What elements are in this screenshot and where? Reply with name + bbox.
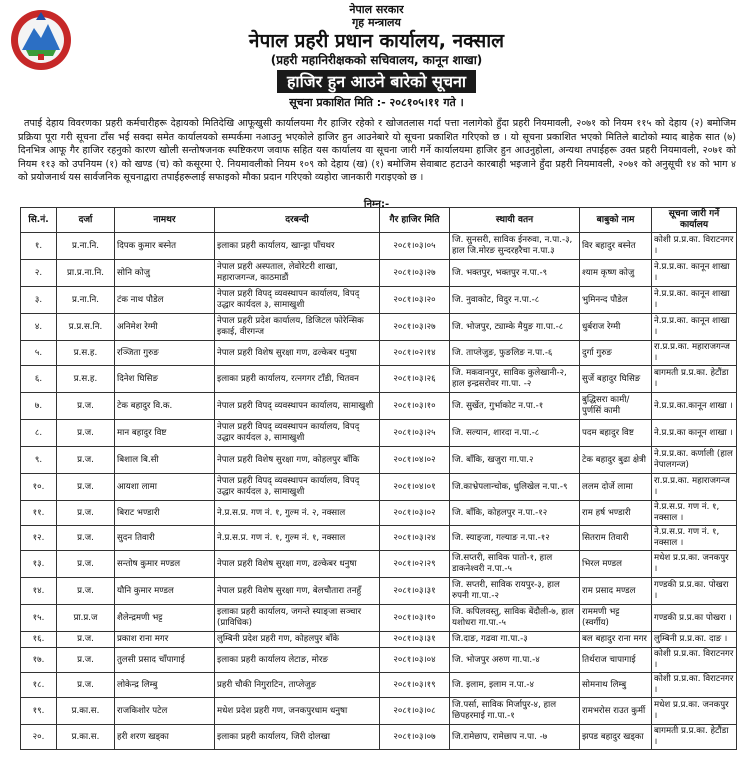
cell-rank: प्र.ना.नि. <box>57 287 115 314</box>
cell-serial: ४. <box>21 314 57 341</box>
cell-rank: प्रा.प्र.ना.नि. <box>57 260 115 287</box>
cell-issuing-office: ने.प्र.प्र.का. कानून शाखा । <box>652 260 737 287</box>
cell-absent-date: २०८१।०३।२५ <box>380 420 450 447</box>
table-row <box>21 725 737 750</box>
cell-address: जि. स्याङ्जा, गल्याङ न.पा.-१२ <box>450 526 580 551</box>
cell-absent-date: २०८१।०३।०७ <box>380 725 450 750</box>
table-row <box>21 287 737 314</box>
cell-absent-date: २०८१।०४।०१ <box>380 474 450 501</box>
table-label: निम्न:- <box>363 199 390 210</box>
cell-posting: इलाका प्रहरी कार्यालय, रत्नगगर टाँडी, चितवन <box>215 366 380 393</box>
col-issuing-office: सूचना जारी गर्ने कार्यालय <box>652 208 737 233</box>
cell-absent-date: २०८१।०३।२४ <box>380 526 450 551</box>
cell-rank: प्र.ज. <box>57 526 115 551</box>
cell-posting: नेपाल प्रहरी विपद् व्यवस्थापन कार्यालय, विपद् उद्धार कार्यदल ३, सामाखुशी <box>215 287 380 314</box>
cell-father-name: बुद्धिसरा कामी/ पुर्णसिं कामी <box>580 393 652 420</box>
col-permanent-address: स्थायी वतन <box>450 208 580 233</box>
cell-issuing-office: ने.प्र.प्र.का कानून शाखा । <box>652 420 737 447</box>
cell-issuing-office: रा.प्र.प्र.का. महाराजगन्ज । <box>652 341 737 366</box>
table-row <box>21 420 737 447</box>
cell-issuing-office: ने.प्र.स.प्र. गण नं. १, नक्साल । <box>652 526 737 551</box>
cell-father-name: राम हर्ष भण्डारी <box>580 501 652 526</box>
cell-father-name: श्याम कृष्ण कोजु <box>580 260 652 287</box>
cell-serial: ६. <box>21 366 57 393</box>
cell-serial: १३. <box>21 551 57 578</box>
cell-father-name: झपड बहादुर खड्का <box>580 725 652 750</box>
notice-paragraph: तपाई देहाय विवरणका प्रहरी कर्मचारीहरू देहायको मितिदेखि आफूखुसी कार्यालयमा गैर हाजिर रहेको र खोजतलास गर्दा पत्ता नलागेको हुँदा प्रहरी नियमावली, २०७१ को नियम ११५ को देहाय (२) बमोजिम प्रक्रिया पूरा गरी सूचना टाँस भई सक्दा समेत कार्यालयको सम्पर्कमा नआउनु भएकोले हाजिर हुन आउनेबारे यो सूचना प्रकाशित गरिएको छ । यो सूचना प्रकाशित भएको मितिले बाटोको म्याद बाहेक सात (७) दिनभित्र आफू गैर हाजिर रहनुको कारण खोली सन्तोषजनक स्पष्टिकरण जवाफ सहित यस कार्यालय वा सूचना जारी गर्ने कार्यालयमा हाजिर हुन आउनुहोला, अन्यथा तपाईहरू उक्त प्रहरी नियमावली, २०७१ को नियम ११३ को उपनियम (१) को खण्ड (च) को कसूरमा ऐ. नियमावलीको नियम १०९ को देहाय (ख) (१) बमोजिम सेवाबाट हटाउने कारबाही भइजाने हुँदा प्रहरी नियमावली, २०७१ को अनुसूची १४ को भाग ४ को प्रयोजनार्थ यस सार्वजनिक सूचनाद्वारा तपाईहरूलाई सफाइको मौका प्रदान गरिएको व्यहोरा जानकारी गराइएको छ । <box>18 118 736 184</box>
cell-posting: इलाका प्रहरी कार्यालय लेटाङ, मोरङ <box>215 648 380 673</box>
cell-serial: ७. <box>21 393 57 420</box>
cell-father-name: टेक बहादुर बुढा क्षेत्री <box>580 447 652 474</box>
cell-father-name: राम प्रसाद मण्डल <box>580 578 652 605</box>
cell-posting: ने.प्र.स.प्र. गण नं. १, गुल्म नं. २, नक्साल <box>215 501 380 526</box>
cell-name: मान बहादुर विष्ट <box>115 420 215 447</box>
cell-absent-date: २०८१।०३।०२ <box>380 501 450 526</box>
cell-father-name: बल बहादुर राना मगर <box>580 632 652 648</box>
cell-posting: नेपाल प्रहरी विशेष सुरक्षा गण, बेलचौतारा तनहुँ <box>215 578 380 605</box>
cell-issuing-office: बागमती प्र.प्र.का. हेटौंडा । <box>652 366 737 393</box>
table-row <box>21 501 737 526</box>
cell-posting: नेपाल प्रहरी विशेष सुरक्षा गण, ढल्केबर धनुषा <box>215 341 380 366</box>
cell-address: जि. नुवाकोट, विदुर न.पा.-८ <box>450 287 580 314</box>
table-row <box>21 314 737 341</box>
col-rank: दर्जा <box>57 208 115 233</box>
cell-name: सोनि कोजु <box>115 260 215 287</box>
cell-rank: प्र.ना.नि. <box>57 233 115 260</box>
cell-absent-date: २०८१।०३।०४ <box>380 648 450 673</box>
col-serial: सि.नं. <box>21 208 57 233</box>
cell-address: जि. सुनसरी, साविक ईनरुवा, न.पा.-३, हाल जि.मोरङ सुन्दरहरैचा न.पा.३ <box>450 233 580 260</box>
col-father-name: बाबुको नाम <box>580 208 652 233</box>
cell-address: जि. भोजपुर अरुण गा.पा.-४ <box>450 648 580 673</box>
table-row <box>21 578 737 605</box>
cell-serial: १. <box>21 233 57 260</box>
cell-absent-date: २०८१।०३।०५ <box>380 233 450 260</box>
cell-issuing-office: मधेश प्र.प्र.का. जनकपुर । <box>652 698 737 725</box>
cell-issuing-office: गण्डकी प्र.प्र.का पोखरा । <box>652 605 737 632</box>
cell-rank: प्र.ज. <box>57 551 115 578</box>
cell-posting: नेपाल प्रहरी विपद् व्यवस्थापन कार्यालय, सामाखुशी <box>215 393 380 420</box>
cell-name: हरी शरण खड्का <box>115 725 215 750</box>
table-row <box>21 673 737 698</box>
cell-issuing-office: कोशी प्र.प्र.का. विराटनगर । <box>652 673 737 698</box>
cell-father-name: विर बहादुर बस्नेत <box>580 233 652 260</box>
cell-rank: प्र.ज. <box>57 632 115 648</box>
cell-posting: नेपाल प्रहरी विशेष सुरक्षा गण, ढल्केबर धनुषा <box>215 551 380 578</box>
cell-issuing-office: मधेश प्र.प्र.का. जनकपुर । <box>652 551 737 578</box>
cell-serial: ९. <box>21 447 57 474</box>
cell-issuing-office: कोशी प्र.प्र.का. विराटनगर । <box>652 233 737 260</box>
cell-serial: ३. <box>21 287 57 314</box>
col-posting: दरबन्दी <box>215 208 380 233</box>
absentee-table <box>20 207 737 750</box>
cell-address: जि. मकवानपुर, साविक कुलेखानी-२, हाल इन्द्रसरोवर गा.पा. -२ <box>450 366 580 393</box>
cell-issuing-office: ने.प्र.स.प्र. गण नं. १, नक्साल । <box>652 501 737 526</box>
cell-address: जि. सुर्खेत, गुर्भाकोट न.पा.-१ <box>450 393 580 420</box>
cell-name: लोकेन्द्र लिम्बु <box>115 673 215 698</box>
cell-posting: नेपाल प्रहरी अस्पताल, लेवोरेटरी शाखा, महाराजगन्ज, काठमाडौं <box>215 260 380 287</box>
cell-address: जि. सप्तरी, साविक रायपुर-३, हाल रुपनी गा.पा.-२ <box>450 578 580 605</box>
cell-issuing-office: बागमती प्र.प्र.का. हेटौंडा । <box>652 725 737 750</box>
cell-issuing-office: लुम्बिनी प्र.प्र.का. दाङ । <box>652 632 737 648</box>
cell-rank: प्र.ज. <box>57 648 115 673</box>
cell-issuing-office: ने.प्र.प्र.का.कानून शाखा । <box>652 393 737 420</box>
cell-absent-date: २०८१।०३।१९ <box>380 673 450 698</box>
cell-name: सन्तोष कुमार मण्डल <box>115 551 215 578</box>
cell-absent-date: २०८१।०४।०२ <box>380 447 450 474</box>
cell-name: राजकिशोर पटेल <box>115 698 215 725</box>
cell-rank: प्र.स.ह. <box>57 341 115 366</box>
cell-rank: प्र.ज. <box>57 501 115 526</box>
cell-issuing-office: ने.प्र.प्र.का. कर्णाली (हाल नेपालगन्ज) <box>652 447 737 474</box>
cell-rank: प्र.स.ह. <box>57 366 115 393</box>
table-row <box>21 393 737 420</box>
cell-serial: ११. <box>21 501 57 526</box>
cell-father-name: सोमनाथ लिम्बु <box>580 673 652 698</box>
cell-rank: प्र.ज. <box>57 447 115 474</box>
cell-issuing-office: ने.प्र.प्र.का. कानून शाखा । <box>652 314 737 341</box>
cell-posting: लुम्बिनी प्रदेश प्रहरी गण, कोहलपुर बाँके <box>215 632 380 648</box>
cell-posting: इलाका प्रहरी कार्यालय, खान्ड्रा पाँचथर <box>215 233 380 260</box>
cell-address: जि.काभ्रेपलान्चोक, धुलिखेल न.पा.-९ <box>450 474 580 501</box>
cell-issuing-office: कोशी प्र.प्र.का. विराटनगर । <box>652 648 737 673</box>
cell-serial: १६. <box>21 632 57 648</box>
office-title: नेपाल प्रहरी प्रधान कार्यालय, नक्साल <box>248 30 505 52</box>
cell-address: जि. भोजपुर, ट्याम्के मैयुङ गा.पा.-८ <box>450 314 580 341</box>
cell-serial: २. <box>21 260 57 287</box>
table-row <box>21 632 737 648</box>
cell-posting: ने.प्र.स.प्र. गण नं. १, गुल्म नं. १, नक्साल <box>215 526 380 551</box>
table-row <box>21 366 737 393</box>
table-row <box>21 605 737 632</box>
cell-address: जि.दाङ, गढवा गा.पा.-३ <box>450 632 580 648</box>
cell-rank: प्र.ज. <box>57 673 115 698</box>
cell-name: प्रकाश राना मगर <box>115 632 215 648</box>
document-header <box>0 3 753 109</box>
cell-serial: २०. <box>21 725 57 750</box>
table-row <box>21 551 737 578</box>
cell-name: शैलेन्द्रमणी भट्ट <box>115 605 215 632</box>
cell-absent-date: २०८१।०३।३१ <box>380 632 450 648</box>
cell-address: जि. इलाम, इलाम न.पा.-४ <box>450 673 580 698</box>
cell-address: जि. कपिलवस्तु, साविक बेंदौली-७, हाल यशोधरा गा.पा.-५ <box>450 605 580 632</box>
cell-serial: १७. <box>21 648 57 673</box>
cell-posting: मधेश प्रदेश प्रहरी गण, जनकपुरधाम धनुषा <box>215 698 380 725</box>
cell-rank: प्रा.प्र.ज <box>57 605 115 632</box>
table-row <box>21 447 737 474</box>
cell-rank: प्र.का.स. <box>57 698 115 725</box>
table-row <box>21 526 737 551</box>
cell-absent-date: २०८१।०३।१० <box>380 393 450 420</box>
cell-absent-date: २०८१।०३।२० <box>380 287 450 314</box>
cell-father-name: रामभरोस राउत कुर्मी <box>580 698 652 725</box>
cell-name: सुदन तिवारी <box>115 526 215 551</box>
table-row <box>21 698 737 725</box>
cell-issuing-office: गण्डकी प्र.प्र.का. पोखरा । <box>652 578 737 605</box>
table-row <box>21 233 737 260</box>
cell-name: अनिमेश रेग्मी <box>115 314 215 341</box>
cell-absent-date: २०८१।०३।२७ <box>380 260 450 287</box>
cell-address: जि.सप्तरी, साविक पातो-१, हाल डाकनेश्वरी न.पा.-५ <box>450 551 580 578</box>
cell-absent-date: २०८१।०२।१४ <box>380 341 450 366</box>
cell-address: जि. बाँकि, खजुरा गा.पा.२ <box>450 447 580 474</box>
cell-absent-date: २०८१।०३।२७ <box>380 314 450 341</box>
cell-address: जि. ताप्लेजुङ, फुङलिङ न.पा.-६ <box>450 341 580 366</box>
cell-name: आयशा लामा <box>115 474 215 501</box>
table-row <box>21 474 737 501</box>
cell-absent-date: २०८१।०३।१० <box>380 605 450 632</box>
cell-issuing-office: ने.प्र.प्र.का. कानून शाखा । <box>652 287 737 314</box>
table-row <box>21 341 737 366</box>
cell-absent-date: २०८१।०२।२९ <box>380 551 450 578</box>
office-subtitle: (प्रहरी महानिरीक्षकको सचिवालय, कानून शाखा) <box>270 53 483 67</box>
cell-rank: प्र.ज. <box>57 393 115 420</box>
cell-absent-date: २०८१।०३।०८ <box>380 698 450 725</box>
cell-father-name: राममणी भट्ट (स्वर्गीय) <box>580 605 652 632</box>
cell-absent-date: २०८१।०३।३१ <box>380 578 450 605</box>
cell-father-name: सुर्जे बहादुर घिसिङ <box>580 366 652 393</box>
cell-address: जि.रामेछाप, रामेछाप न.पा. -७ <box>450 725 580 750</box>
cell-serial: ५. <box>21 341 57 366</box>
cell-name: दिपक कुमार बस्नेत <box>115 233 215 260</box>
cell-name: दिनेश घिसिङ <box>115 366 215 393</box>
cell-name: तुलसी प्रसाद चाँपागाई <box>115 648 215 673</box>
cell-posting: नेपाल प्रहरी प्रदेश कार्यालय, डिजिटल फोरेन्सिक इकाई, वीरगन्ज <box>215 314 380 341</box>
cell-posting: नेपाल प्रहरी विपद् व्यवस्थापन कार्यालय, विपद् उद्धार कार्यदल ३, सामाखुशी <box>215 420 380 447</box>
cell-name: बिराट भण्डारी <box>115 501 215 526</box>
cell-address: जि. भक्तपुर, भक्तपुर न.पा.-९ <box>450 260 580 287</box>
table-row <box>21 648 737 673</box>
cell-rank: प्र.ज. <box>57 578 115 605</box>
cell-serial: १२. <box>21 526 57 551</box>
cell-issuing-office: रा.प्र.प्र.का. महाराजगन्ज । <box>652 474 737 501</box>
cell-father-name: ललम दोर्जे लामा <box>580 474 652 501</box>
table-row <box>21 260 737 287</box>
cell-serial: १९. <box>21 698 57 725</box>
cell-father-name: पदम बहादुर विष्ट <box>580 420 652 447</box>
cell-posting: इलाका प्रहरी कार्यालय, जगन्ते स्याङ्जा सञ्चार (प्राविधिक) <box>215 605 380 632</box>
cell-father-name: तिर्थराज चापागाई <box>580 648 652 673</box>
notice-banner: हाजिर हुन आउने बारेको सूचना <box>277 70 476 93</box>
cell-posting: नेपाल प्रहरी विपद् व्यवस्थापन कार्यालय, विपद् उद्धार कार्यदल ३, सामाखुशी <box>215 474 380 501</box>
cell-name: यौनि कुमार मण्डल <box>115 578 215 605</box>
cell-name: टेक बहादुर वि.क. <box>115 393 215 420</box>
cell-rank: प्र.ज. <box>57 474 115 501</box>
cell-address: जि. बाँकि, कोहलपुर न.पा.-१२ <box>450 501 580 526</box>
cell-name: टंक नाथ पौडेल <box>115 287 215 314</box>
cell-father-name: धुर्बराज रेग्मी <box>580 314 652 341</box>
table-header-row <box>21 208 737 233</box>
cell-father-name: सितराम तिवारी <box>580 526 652 551</box>
ministry-name: गृह मन्त्रालय <box>352 16 401 29</box>
cell-rank: प्र.ज. <box>57 420 115 447</box>
cell-father-name: भुमिनन्द पौडेल <box>580 287 652 314</box>
cell-posting: इलाका प्रहरी कार्यालय, जिरी दोलखा <box>215 725 380 750</box>
cell-father-name: भिरल मण्डल <box>580 551 652 578</box>
cell-posting: नेपाल प्रहरी विशेष सुरक्षा गण, कोहलपुर बाँकि <box>215 447 380 474</box>
cell-name: बिशाल बि.सी <box>115 447 215 474</box>
government-name: नेपाल सरकार <box>349 3 404 16</box>
cell-father-name: दुर्गा गुरुङ <box>580 341 652 366</box>
col-absent-date: गैर हाजिर मिति <box>380 208 450 233</box>
col-name: नामथर <box>115 208 215 233</box>
cell-rank: प्र.प्र.स.नि. <box>57 314 115 341</box>
cell-serial: १०. <box>21 474 57 501</box>
cell-name: रञ्जिता गुरुङ <box>115 341 215 366</box>
cell-rank: प्र.का.स. <box>57 725 115 750</box>
cell-serial: १५. <box>21 605 57 632</box>
cell-address: जि.पर्सा, साविक मिर्जापुर-४, हाल छिपहरमाई गा.पा.-१ <box>450 698 580 725</box>
cell-serial: ८. <box>21 420 57 447</box>
cell-absent-date: २०८१।०३।२६ <box>380 366 450 393</box>
cell-posting: प्रहरी चौकी निगुराटिन, ताप्लेजुङ <box>215 673 380 698</box>
cell-serial: १८. <box>21 673 57 698</box>
cell-serial: १४. <box>21 578 57 605</box>
publish-date: सूचना प्रकाशित मिति :- २०८१०५।११ गते । <box>289 96 464 109</box>
cell-address: जि. सल्यान, शारदा न.पा.-८ <box>450 420 580 447</box>
